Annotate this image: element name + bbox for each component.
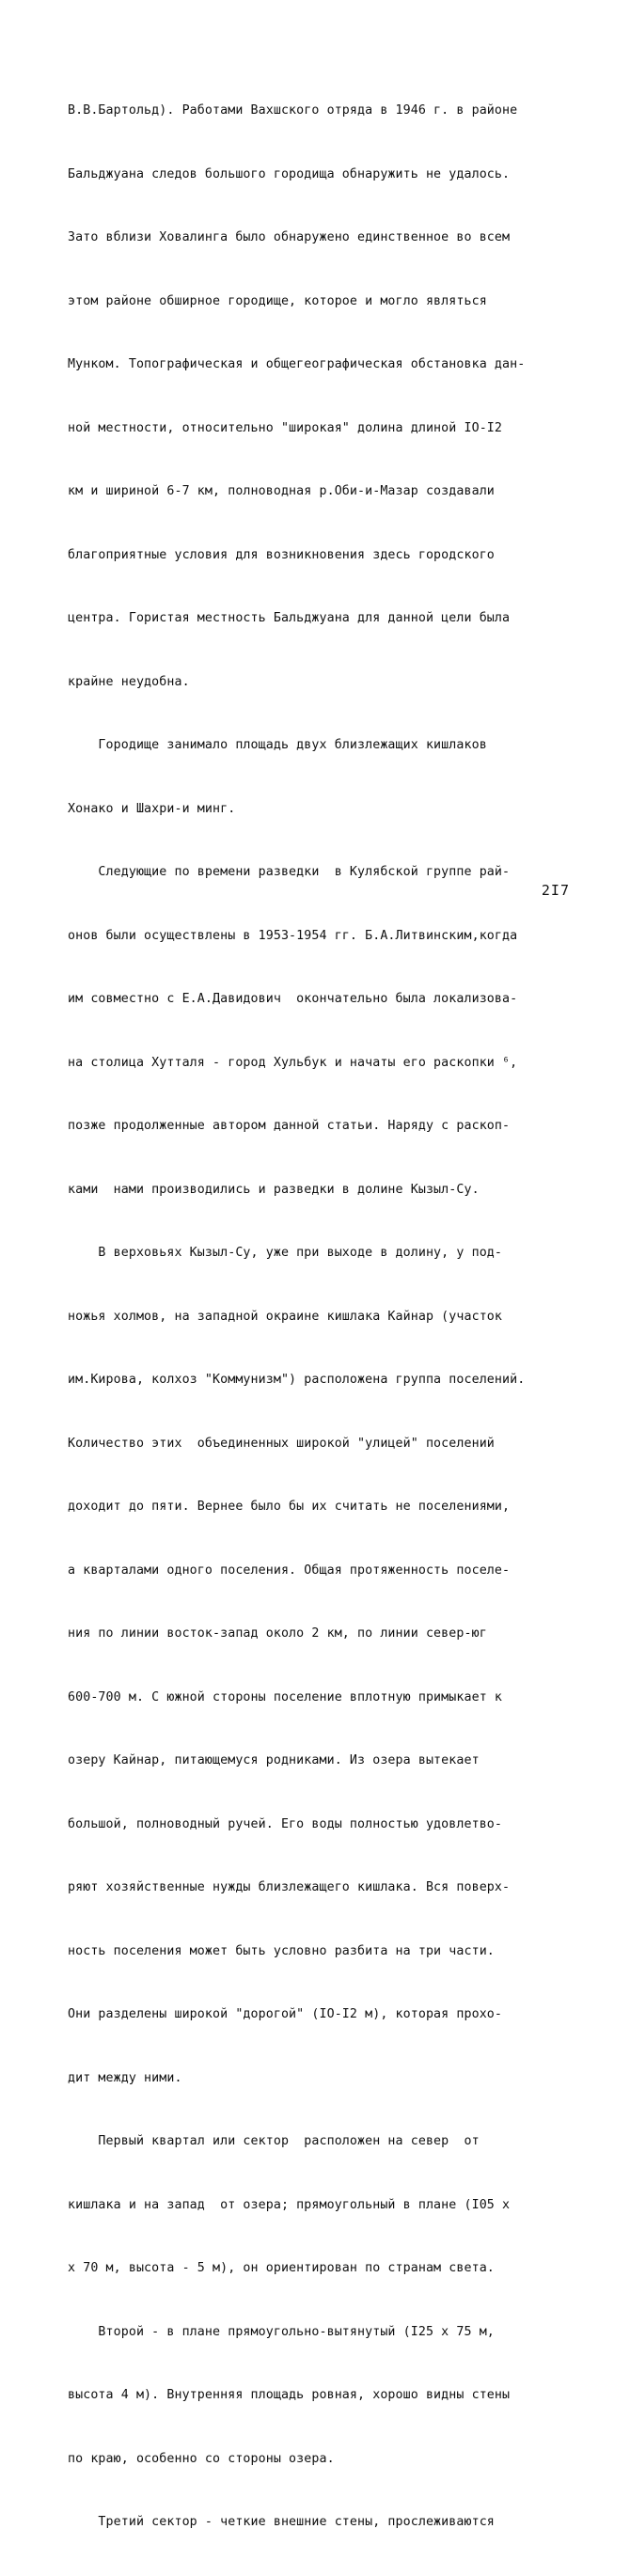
- text-line: Зато вблизи Ховалинга было обнаружено единственное во всем: [68, 230, 511, 244]
- text-line: озеру Кайнар, питающемуся родниками. Из озера вытекает: [68, 1753, 480, 1767]
- text-line: онов были осуществлены в 1953-1954 гг. Б.А.Литвинским,когда: [68, 928, 518, 943]
- text-line: Бальджуана следов большого городища обнаружить не удалось.: [68, 166, 511, 181]
- text-line: им.Кирова, колхоз "Коммунизм") расположена группа поселений.: [68, 1373, 526, 1387]
- text-line: х 70 м, высота - 5 м), он ориентирован по странам света.: [68, 2261, 495, 2275]
- text-line: кишлака и на запад от озера; прямоугольный в плане (I05 х: [68, 2197, 511, 2212]
- text-line: ножья холмов, на западной окраине кишлака Кайнар (участок: [68, 1309, 503, 1324]
- text-line: высота 4 м). Внутренняя площадь ровная, хорошо видны стены: [68, 2388, 511, 2402]
- text-line: Третий сектор - четкие внешние стены, прослеживаются: [68, 2515, 495, 2529]
- text-line: доходит до пяти. Вернее было бы их считать не поселениями,: [68, 1500, 511, 1514]
- text-line: по краю, особенно со стороны озера.: [68, 2451, 335, 2466]
- text-line: ками нами производились и разведки в долине Кызыл-Су.: [68, 1182, 480, 1197]
- text-line: км и шириной 6-7 км, полноводная р.Оби-и-Мазар создавали: [68, 484, 495, 498]
- text-line: этом районе обширное городище, которое и могло являться: [68, 293, 487, 308]
- page-number: 2I7: [541, 882, 570, 899]
- text-line: Второй - в плане прямоугольно-вытянутый (I25 х 75 м,: [68, 2324, 495, 2339]
- text-line: Они разделены широкой "дорогой" (IO-I2 м), которая прохо-: [68, 2007, 503, 2021]
- text-line: В верховьях Кызыл-Су, уже при выходе в долину, у под-: [68, 1246, 503, 1260]
- body-text: [68, 58, 583, 2576]
- text-line: дит между ними.: [68, 2070, 182, 2085]
- text-line: ния по линии восток-запад около 2 км, по линии север-юг: [68, 1626, 487, 1641]
- text-line: Хонако и Шахри-и минг.: [68, 801, 236, 816]
- text-line: Первый квартал или сектор расположен на север от: [68, 2134, 480, 2148]
- text-line: центра. Гористая местность Бальджуана для данной цели была: [68, 611, 511, 625]
- text-line: Городище занимало площадь двух близлежащих кишлаков: [68, 738, 487, 752]
- text-line: Следующие по времени разведки в Кулябской группе рай-: [68, 865, 511, 879]
- text-line: ность поселения может быть условно разбита на три части.: [68, 1943, 495, 1958]
- text-line: Количество этих объединенных широкой "улицей" поселений: [68, 1436, 495, 1451]
- text-line: большой, полноводный ручей. Его воды полностью удовлетво-: [68, 1816, 503, 1831]
- text-line: а кварталами одного поселения. Общая протяженность поселе-: [68, 1563, 511, 1578]
- text-line: позже продолженные автором данной статьи. Наряду с раскоп-: [68, 1119, 511, 1133]
- text-line: им совместно с Е.А.Давидович окончательно была локализова-: [68, 992, 518, 1006]
- text-line: 600-700 м. С южной стороны поселение вплотную примыкает к: [68, 1689, 503, 1704]
- text-line: Мунком. Топографическая и общегеографическая обстановка дан-: [68, 357, 526, 371]
- text-line: благоприятные условия для возникновения здесь городского: [68, 547, 495, 562]
- text-line: ряют хозяйственные нужды близлежащего кишлака. Вся поверх-: [68, 1880, 511, 1894]
- text-line: ной местности, относительно "широкая" долина длиной IO-I2: [68, 420, 503, 435]
- text-line: на столица Хутталя - город Хульбук и начаты его раскопки ⁶,: [68, 1055, 518, 1070]
- text-line: крайне неудобна.: [68, 674, 190, 689]
- text-line: В.В.Бартольд). Работами Вахшского отряда в 1946 г. в районе: [68, 103, 518, 118]
